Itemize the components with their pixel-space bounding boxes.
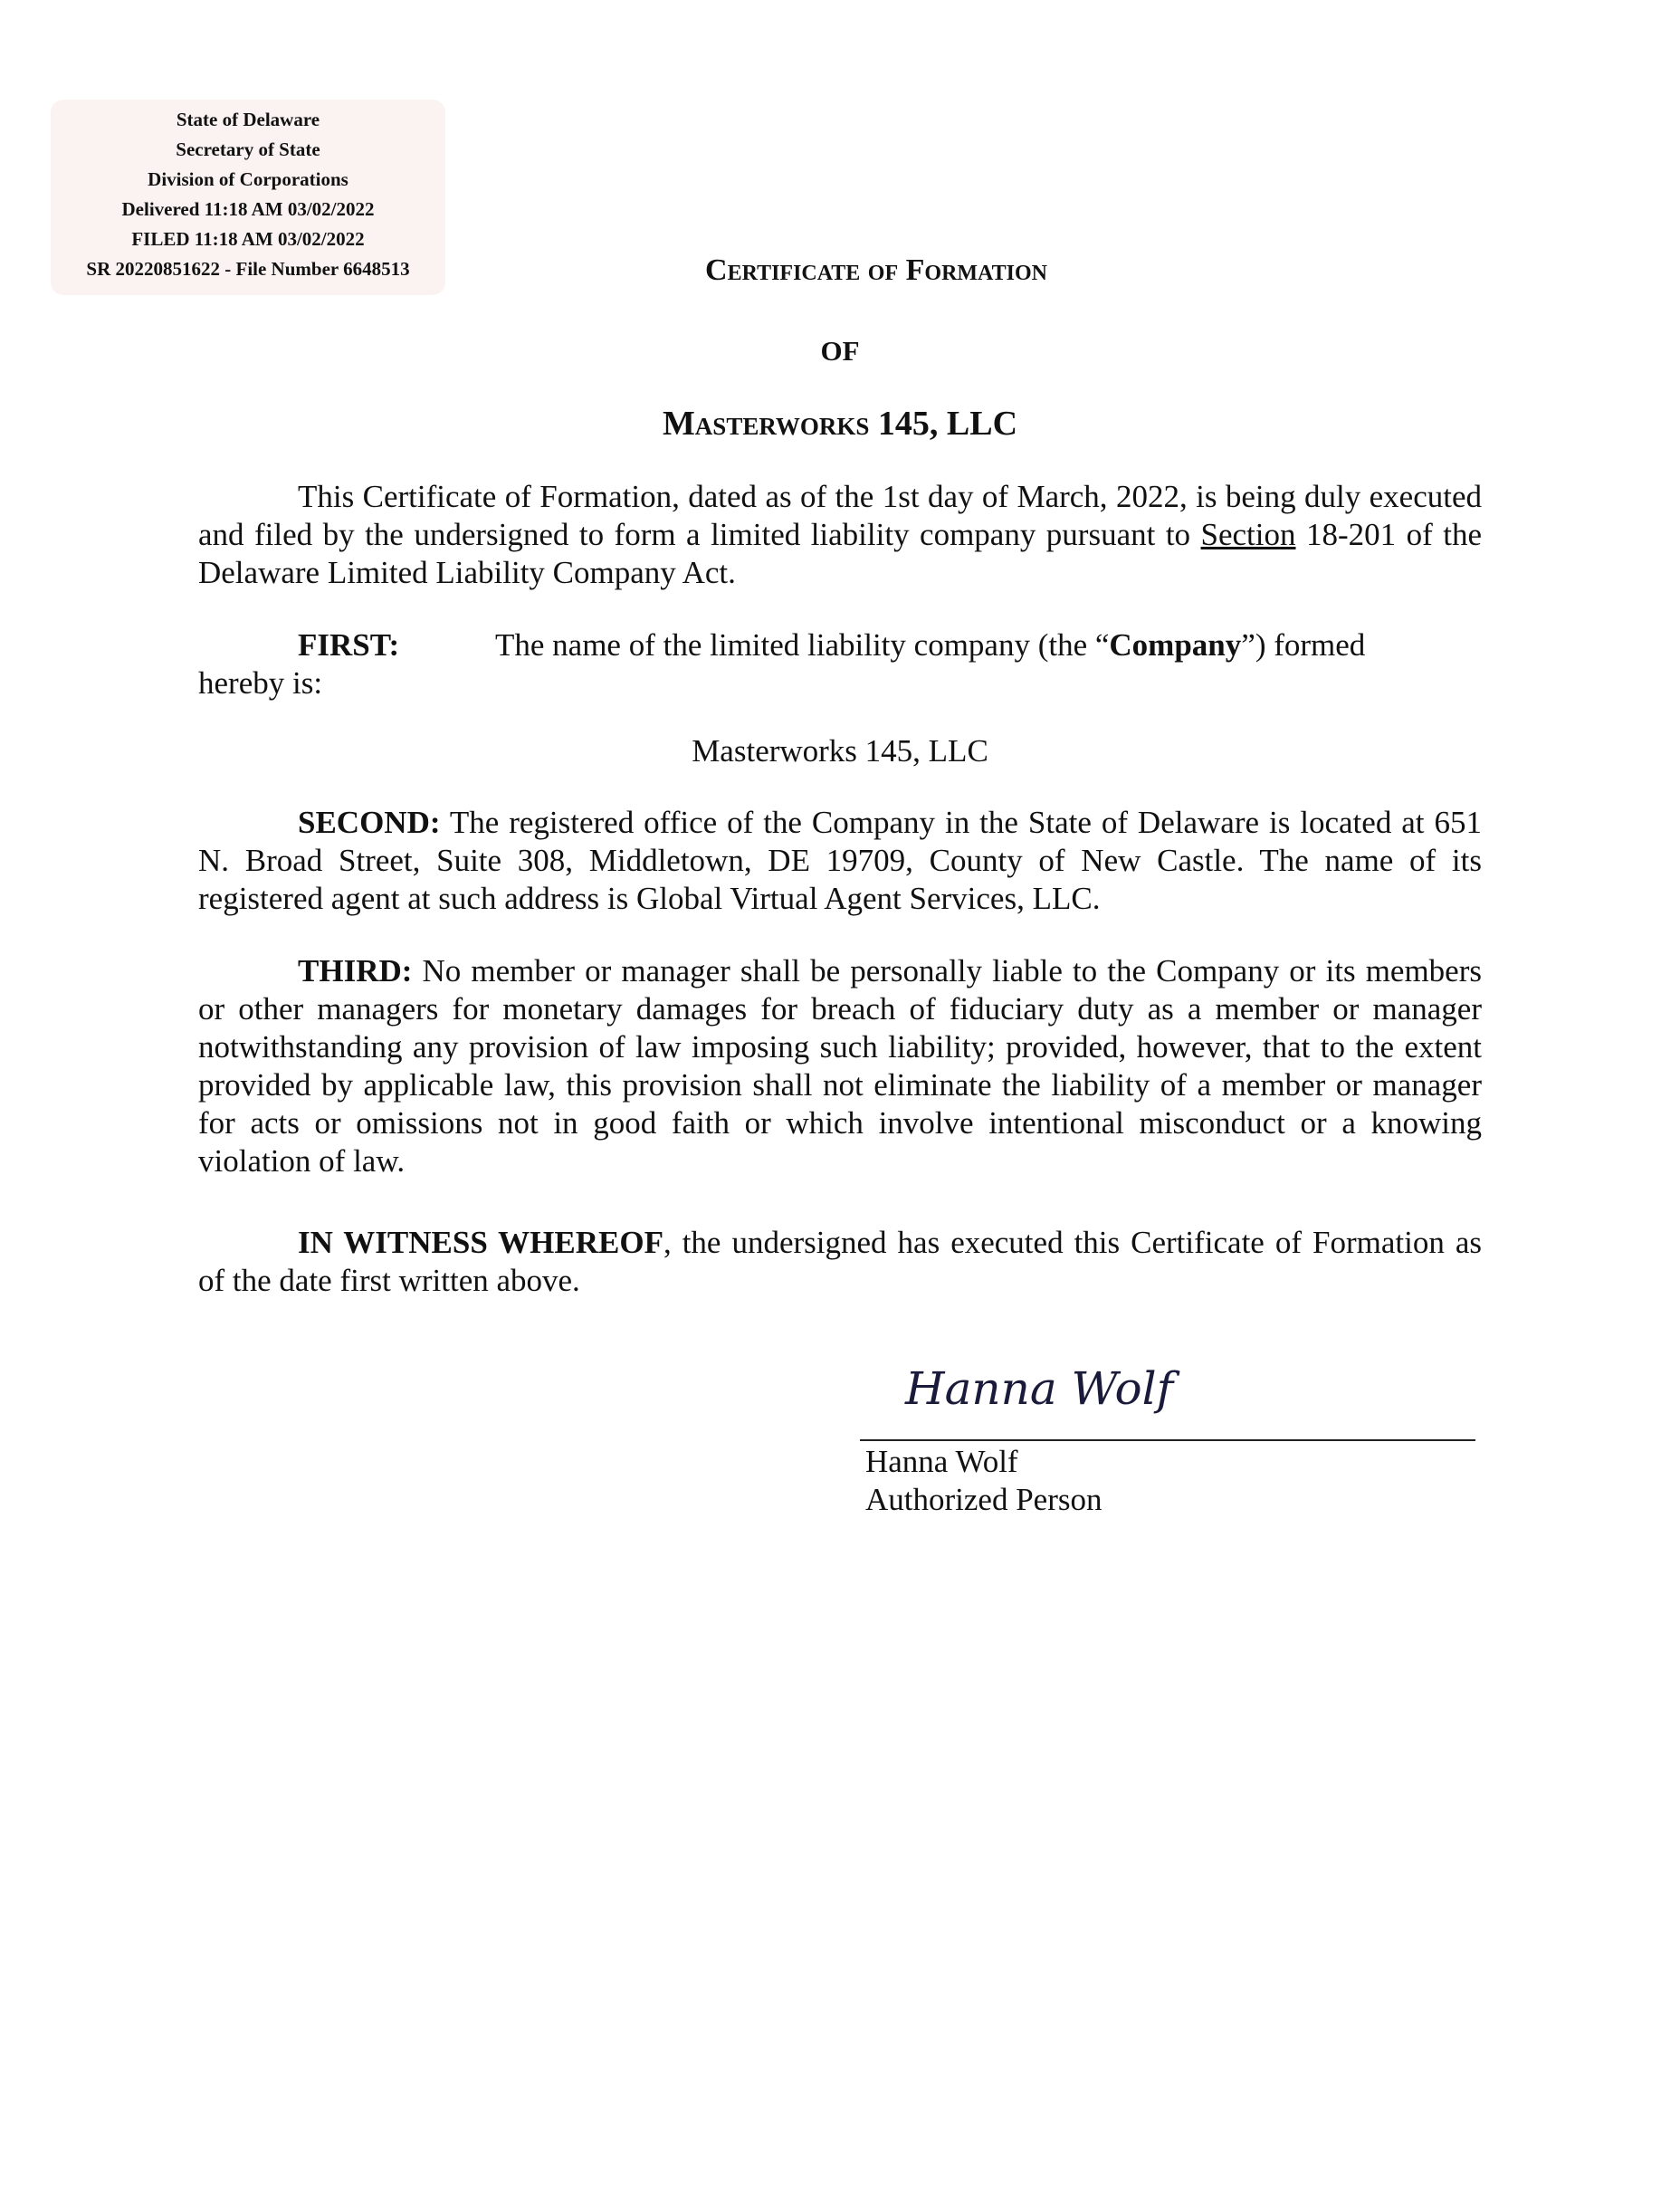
stamp-line-filed: FILED 11:18 AM 03/02/2022 — [131, 228, 365, 250]
stamp-line-file-number: SR 20220851622 - File Number 6648513 — [86, 258, 410, 280]
signer-name: Hanna Wolf — [865, 1444, 1018, 1479]
third-article — [198, 952, 1482, 1180]
stamp-line-state: State of Delaware — [176, 109, 320, 130]
witness-label: IN WITNESS WHEREOF — [298, 1225, 663, 1260]
company-name: Masterworks 145, LLC — [692, 733, 988, 769]
third-label: THIRD: — [298, 953, 413, 988]
signature-line — [860, 1439, 1475, 1441]
second-label: SECOND: — [298, 805, 441, 840]
document-title: Certificate of Formation — [705, 253, 1047, 287]
first-text-a: The name of the limited liability company (the “ — [495, 627, 1110, 663]
stamp-line-division: Division of Corporations — [148, 168, 348, 190]
second-text: The registered office of the Company in the State of Delaware is located at 651 N. Broad Street, Suite 308, Middletown, DE 19709, County of New Castle. The name of its registered agent at such address is Global Virtual Agent Services, LLC. — [198, 805, 1482, 916]
first-article — [198, 626, 1482, 664]
handwritten-signature: Hanna Wolf — [905, 1362, 1174, 1415]
signer-block — [865, 1443, 1102, 1519]
stamp-line-secretary: Secretary of State — [176, 138, 320, 160]
intro-text-b: 18-201 of the Delaware Limited Liability Company Act. — [198, 517, 1482, 590]
title-of: OF — [820, 335, 860, 367]
first-text-b: ”) formed — [1241, 627, 1366, 663]
stamp-line-delivered: Delivered 11:18 AM 03/02/2022 — [121, 198, 375, 220]
witness-paragraph — [198, 1224, 1482, 1300]
witness-text: , the undersigned has executed this Certificate of Formation as of the date first written above. — [198, 1225, 1482, 1298]
first-label: FIRST: — [298, 627, 400, 663]
third-text: No member or manager shall be personally liable to the Company or its members or other managers for monetary damages for breach of fiduciary duty as a member or manager notwithstanding any provision of law imposing such liability; provided, however, that to the extent provided by applicable law, this provision shall not eliminate the liability of a member or manager for acts or omissions not in good faith or which involve intentional misconduct or a knowing violation of law. — [198, 953, 1482, 1179]
intro-paragraph — [198, 478, 1482, 592]
first-continuation: hereby is: — [198, 665, 323, 701]
company-title: Masterworks 145, LLC — [662, 405, 1018, 443]
signer-title: Authorized Person — [865, 1482, 1102, 1517]
intro-text-a: This Certificate of Formation, dated as of the 1st day of March, 2022, is being duly executed and filed by the undersigned to form a limited liability company pursuant to — [198, 479, 1482, 552]
second-article — [198, 804, 1482, 918]
company-defined-term: Company — [1109, 627, 1242, 663]
section-reference: Section — [1200, 517, 1296, 552]
